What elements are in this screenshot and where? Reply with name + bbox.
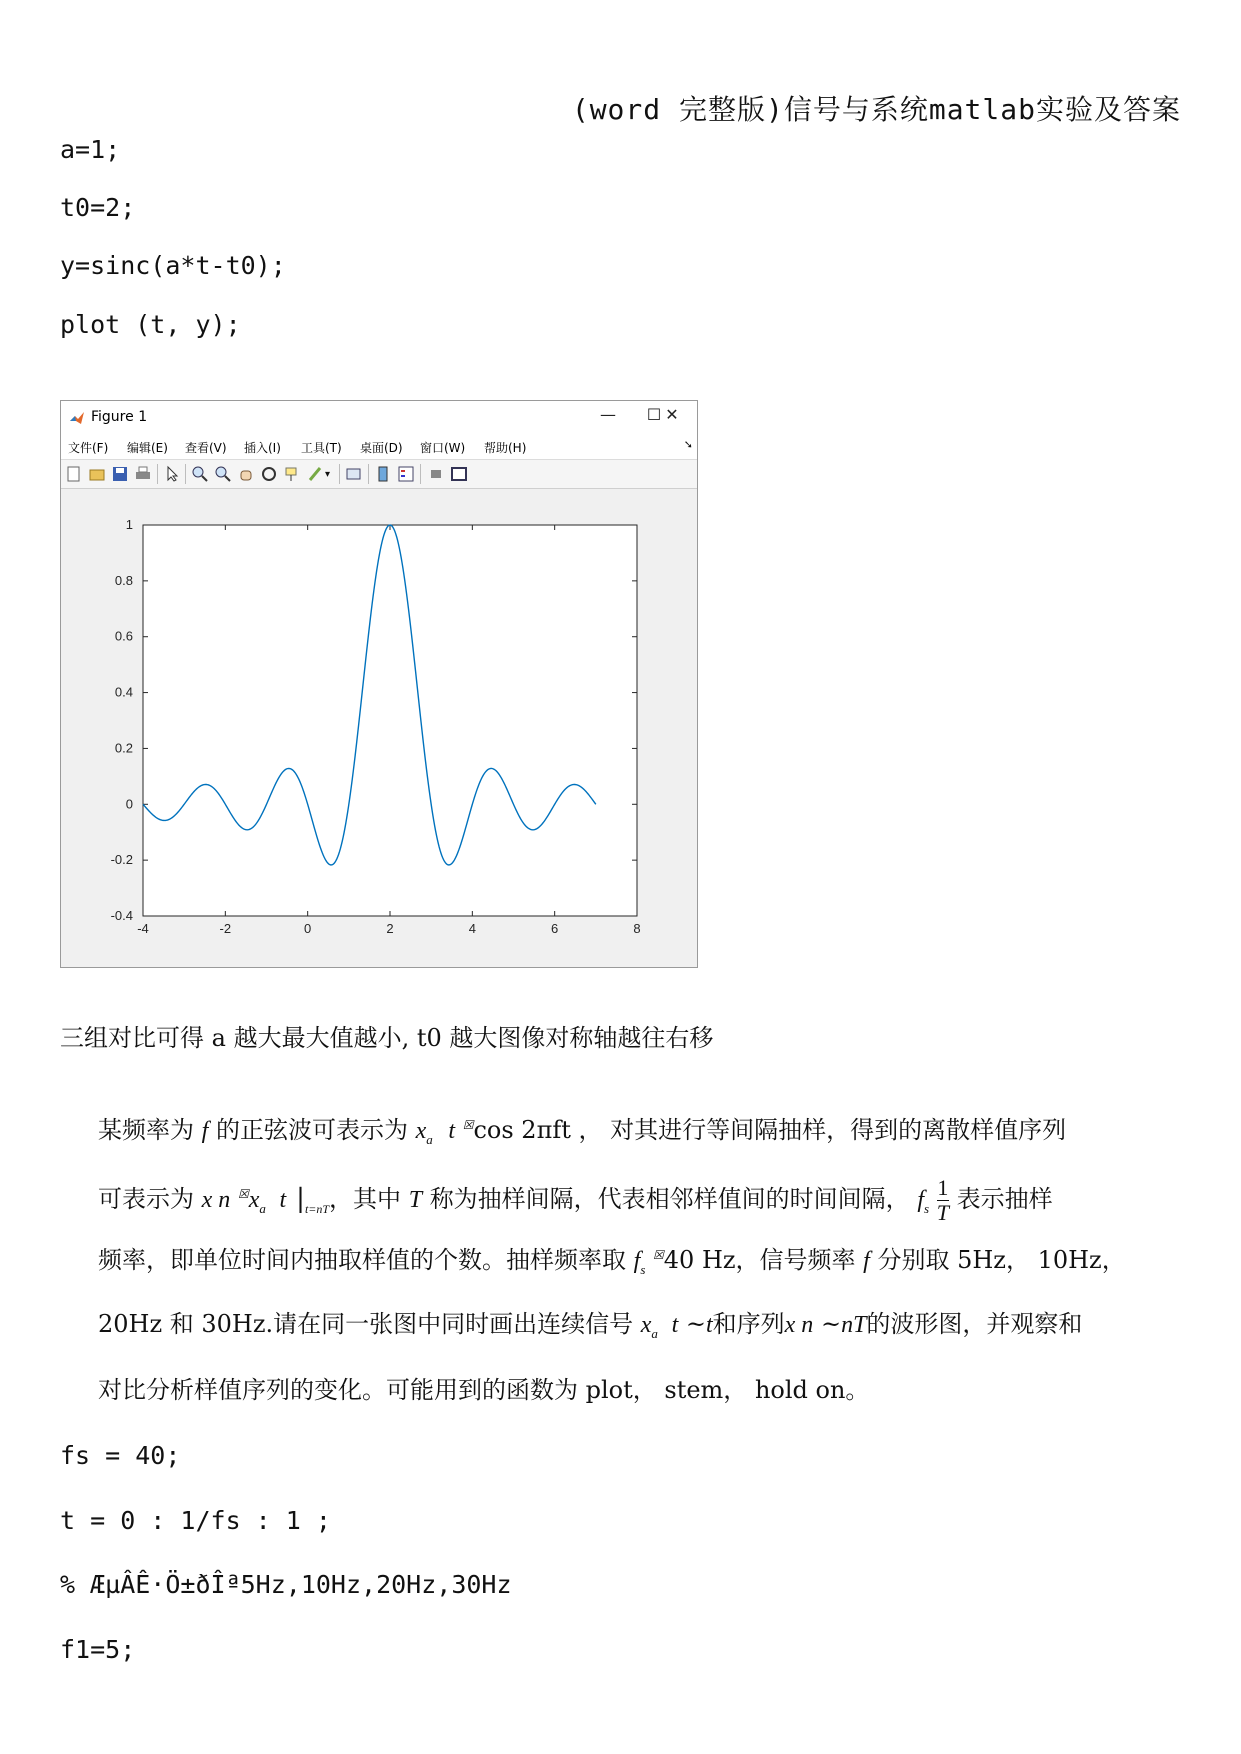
maximize-button[interactable]: ☐ [646, 405, 662, 424]
symbol-nT: nT [841, 1312, 867, 1338]
text-sine-intro: 的正弦波可表示为 [215, 1116, 408, 1144]
code-line-f1: f1=5; [60, 1635, 136, 1664]
y-tick-label: -0.4 [110, 908, 133, 923]
problem-line-5: 对比分析样值序列的变化。可能用到的函数为 plot， stem， hold on。 [98, 1376, 870, 1404]
save-icon[interactable] [111, 465, 129, 483]
code-line-plot: plot (t, y); [60, 310, 241, 339]
pointer-icon[interactable] [163, 465, 181, 483]
cos-expression: cos 2πft [473, 1116, 571, 1144]
symbol-xa-2: x [248, 1187, 260, 1214]
text-sampling-rate: 频率，即单位时间内抽取样值的个数。抽样频率取 [98, 1246, 626, 1274]
document-title: (word 完整版)信号与系统matlab实验及答案 [571, 93, 1181, 126]
colorbar-icon[interactable] [374, 465, 392, 483]
legend-icon[interactable] [397, 465, 415, 483]
x-tick-label: 0 [304, 921, 312, 936]
menu-file[interactable]: 文件(F) [68, 441, 109, 455]
sampling-rate-value: 40 Hz [663, 1246, 736, 1274]
code-line-fs: fs = 40; [60, 1441, 181, 1470]
y-tick-label: 0.4 [114, 684, 133, 700]
menu-help[interactable]: 帮助(H) [484, 441, 527, 455]
sinc-chart [61, 489, 697, 967]
matlab-icon [69, 410, 85, 426]
text-frequency-intro: 某频率为 [98, 1116, 194, 1144]
text-freq-values: 分别取 5Hz， 10Hz， [877, 1246, 1126, 1274]
problem-line-4: 20Hz 和 30Hz.请在同一张图中同时画出连续信号 $x_a$ t ~t和序列x n ~nT的波形图，并观察和 [98, 1310, 1083, 1341]
text-plot-request: 20Hz 和 30Hz.请在同一张图中同时画出连续信号 [98, 1310, 634, 1338]
code-line-t0: t0=2; [60, 193, 136, 222]
y-tick-label: 0.6 [114, 628, 133, 644]
close-button[interactable]: ✕ [665, 405, 679, 424]
dropdown-arrow-icon[interactable]: ▾ [325, 469, 331, 480]
code-line-comment: % ÆµÂÊ·Ö±ðÎª5Hz,10Hz,20Hz,30Hz [60, 1570, 512, 1599]
menu-tools[interactable]: 工具(T) [301, 441, 342, 455]
x-tick-label: -2 [219, 921, 232, 936]
text-representable: 可表示为 [98, 1185, 194, 1214]
text-signal-freq: ，信号频率 [735, 1246, 856, 1274]
x-tick-label: 4 [468, 921, 476, 936]
figure-plot-area [61, 489, 697, 967]
print-icon[interactable] [134, 465, 152, 483]
y-tick-label: -0.2 [110, 852, 133, 868]
problem-line-2: 可表示为 x n $^☒x_a$ t $|_{t=nT}$，其中 T 称为抽样间隔，代表相邻样值间的时间间隔， $f_s$ $\frac{1}{T}$ 表示抽样 [98, 1175, 1053, 1226]
figure-window-title: Figure 1 [91, 409, 148, 425]
text-where: ，其中 [329, 1185, 402, 1214]
y-tick-label: 0.8 [114, 572, 133, 588]
code-line-y: y=sinc(a*t-t0); [60, 251, 286, 280]
symbol-f: f [201, 1118, 209, 1144]
comparison-text: 三组对比可得 a 越大最大值越小, t0 越大图像对称轴越往右移 [60, 1024, 714, 1052]
symbol-T: T [408, 1187, 423, 1214]
text-and-sequence: 和序列 [712, 1310, 785, 1338]
x-tick-label: 2 [386, 921, 394, 936]
data-cursor-icon[interactable] [283, 465, 301, 483]
y-tick-label: 1 [125, 517, 133, 532]
text-interval-desc: 称为抽样间隔，代表相邻样值间的时间间隔， [429, 1185, 910, 1214]
code-line-a: a=1; [60, 135, 121, 164]
show-plot-tools-icon[interactable] [450, 465, 468, 483]
x-tick-label: 8 [633, 921, 641, 936]
menu-desktop[interactable]: 桌面(D) [360, 441, 403, 455]
symbol-fs: f [917, 1187, 924, 1214]
problem-line-3: 频率，即单位时间内抽取样值的个数。抽样频率取 $f_s$ ☒40 Hz，信号频率 f 分别取 5Hz， 10Hz， [98, 1246, 1126, 1277]
problem-line-1: 某频率为 f 的正弦波可表示为 $x_a$ t ☒cos 2πft ， 对其进行等间隔抽样，得到的离散样值序列 [98, 1116, 1067, 1147]
figure-toolbar [61, 459, 697, 489]
zoom-in-icon[interactable] [191, 465, 209, 483]
symbol-xn: x n [201, 1187, 231, 1214]
minimize-button[interactable]: — [600, 405, 616, 424]
link-plot-icon[interactable] [345, 465, 363, 483]
menubar-overflow-icon[interactable]: ➘ [683, 438, 693, 451]
rotate-3d-icon[interactable] [260, 465, 278, 483]
x-tick-label: 6 [551, 921, 559, 936]
pan-hand-icon[interactable] [237, 465, 255, 483]
text-represents-sampling: 表示抽样 [956, 1185, 1053, 1214]
eval-subscript: t=nT [304, 1201, 330, 1216]
menu-edit[interactable]: 编辑(E) [127, 441, 168, 455]
new-file-icon[interactable] [65, 465, 83, 483]
text-observe: 的波形图，并观察和 [866, 1310, 1083, 1338]
code-line-t: t = 0 : 1/fs : 1 ; [60, 1506, 331, 1535]
hide-plot-tools-icon[interactable] [427, 465, 445, 483]
menu-insert[interactable]: 插入(I) [244, 441, 281, 455]
text-sampling: ， 对其进行等间隔抽样，得到的离散样值序列 [578, 1116, 1067, 1144]
figure-titlebar [61, 401, 697, 435]
brush-icon[interactable] [306, 465, 324, 483]
open-folder-icon[interactable] [88, 465, 106, 483]
x-tick-label: -4 [137, 921, 149, 936]
symbol-t: t [448, 1118, 456, 1144]
zoom-out-icon[interactable] [214, 465, 232, 483]
menu-view[interactable]: 查看(V) [185, 441, 227, 455]
y-tick-label: 0.2 [114, 740, 133, 756]
y-tick-label: 0 [125, 796, 133, 812]
axes-box [143, 525, 637, 916]
fraction-1-over-T: $\frac{1}{T}$ [936, 1175, 949, 1226]
figure-window [60, 400, 698, 968]
symbol-xa: $x_a$ [415, 1118, 433, 1147]
menu-window[interactable]: 窗口(W) [420, 441, 466, 455]
figure-menubar [61, 435, 697, 459]
